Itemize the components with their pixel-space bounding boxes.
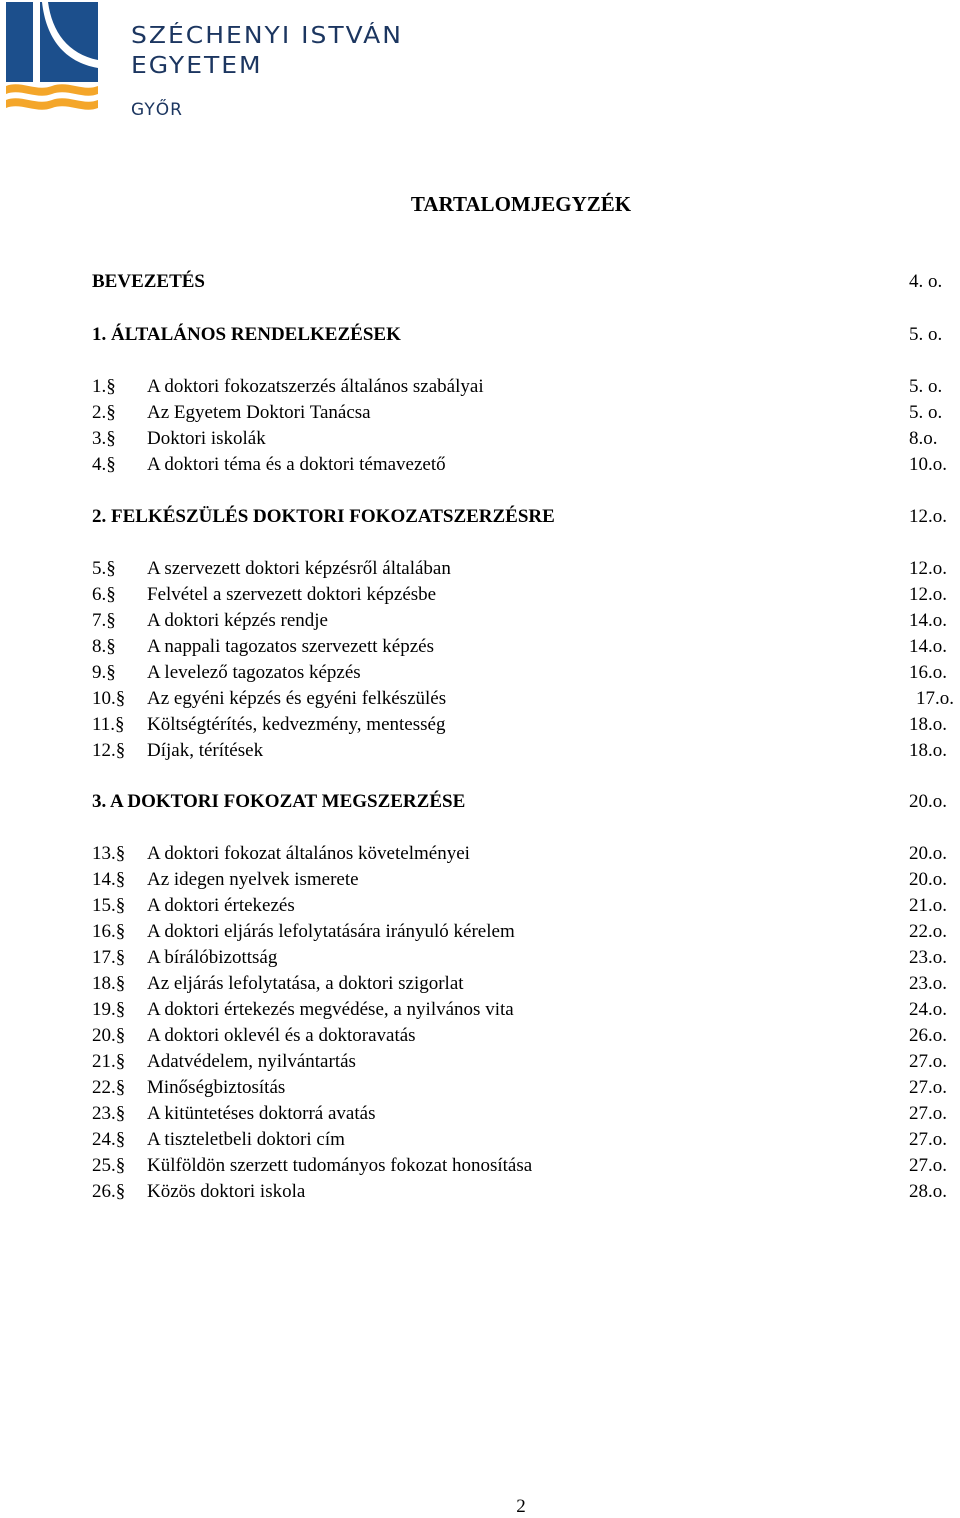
toc-item <box>92 714 446 736</box>
toc-item <box>92 558 451 580</box>
toc-item-label: A szervezett doktori képzésről általában <box>147 558 451 579</box>
toc-title: TARTALOMJEGYZÉK <box>410 192 632 216</box>
toc-item-page: 8.o. <box>909 428 938 449</box>
toc-item <box>92 688 447 710</box>
toc-item <box>92 895 295 917</box>
toc-item <box>92 1025 416 1047</box>
toc-item-page: 27.o. <box>909 1129 947 1150</box>
toc-item-page: 17.o. <box>916 688 954 709</box>
toc-item-page: 27.o. <box>909 1103 947 1124</box>
toc-item-page: 23.o. <box>909 947 947 968</box>
toc-item <box>92 1129 345 1151</box>
university-name <box>131 22 403 120</box>
toc-item <box>92 662 361 684</box>
toc-item-number: 8.§ <box>92 636 116 657</box>
toc-item-page: 5. o. <box>909 376 943 397</box>
university-name-line2: EGYETEM <box>131 52 263 79</box>
page-number: 2 <box>516 1496 526 1517</box>
toc-item-label: Díjak, térítések <box>147 740 264 761</box>
toc-item-number: 23.§ <box>92 1103 126 1124</box>
toc-item-number: 17.§ <box>92 947 126 968</box>
university-name-line1: SZÉCHENYI ISTVÁN <box>131 22 403 49</box>
toc-item <box>92 402 371 424</box>
toc-item-label: Költségtérítés, kedvezmény, mentesség <box>147 714 446 735</box>
toc-item <box>92 376 484 398</box>
toc-item <box>92 843 470 865</box>
toc-item-label: Minőségbiztosítás <box>147 1077 286 1098</box>
toc-item-page: 20.o. <box>909 869 947 890</box>
toc-item-label: Az eljárás lefolytatása, a doktori szigorlat <box>147 973 464 994</box>
toc-item-page: 22.o. <box>909 921 947 942</box>
toc-item-page: 10.o. <box>909 454 947 475</box>
toc-item-page: 18.o. <box>909 740 947 761</box>
toc-item-number: 14.§ <box>92 869 126 890</box>
toc-item-label: Felvétel a szervezett doktori képzésbe <box>147 584 437 605</box>
toc-item-number: 2.§ <box>92 402 116 423</box>
toc-item <box>92 1077 286 1099</box>
toc-item-label: A bírálóbizottság <box>147 947 278 968</box>
university-logo-mark <box>6 2 98 112</box>
toc-item-page: 16.o. <box>909 662 947 683</box>
toc-item-page: 20.o. <box>909 843 947 864</box>
toc-item <box>92 584 437 606</box>
toc-item-page: 12.o. <box>909 558 947 579</box>
toc-item-label: A doktori fokozat általános követelményei <box>147 843 470 864</box>
toc-item-page: 12.o. <box>909 584 947 605</box>
toc-item <box>92 947 278 969</box>
toc-item <box>92 610 328 632</box>
toc-item-label: A nappali tagozatos szervezett képzés <box>147 636 434 657</box>
toc-item-label: A doktori oklevél és a doktoravatás <box>147 1025 416 1046</box>
toc-item-page: 26.o. <box>909 1025 947 1046</box>
toc-item <box>92 869 359 891</box>
toc-item-number: 10.§ <box>92 688 126 709</box>
toc-item <box>92 921 515 943</box>
toc-item-page: 5. o. <box>909 402 943 423</box>
toc-item-number: 24.§ <box>92 1129 126 1150</box>
toc-item-number: 26.§ <box>92 1181 126 1202</box>
toc-item-label: A doktori értekezés megvédése, a nyilvános vita <box>147 999 514 1020</box>
toc-item <box>92 1181 306 1203</box>
toc-item-number: 22.§ <box>92 1077 126 1098</box>
toc-section-page: 12.o. <box>909 506 947 527</box>
toc-section-page: 20.o. <box>909 791 947 812</box>
toc-item-number: 1.§ <box>92 376 116 397</box>
toc-item <box>92 636 434 658</box>
toc-item-number: 9.§ <box>92 662 116 683</box>
toc-item-label: A kitüntetéses doktorrá avatás <box>147 1103 376 1124</box>
toc-item-label: Közös doktori iskola <box>147 1181 306 1202</box>
toc-item-number: 18.§ <box>92 973 126 994</box>
toc-item-label: A doktori képzés rendje <box>147 610 328 631</box>
toc-item-page: 14.o. <box>909 610 947 631</box>
toc-item-number: 25.§ <box>92 1155 126 1176</box>
toc-item-page: 24.o. <box>909 999 947 1020</box>
toc-item-number: 4.§ <box>92 454 116 475</box>
toc-item-label: Adatvédelem, nyilvántartás <box>147 1051 356 1072</box>
toc-item-number: 15.§ <box>92 895 126 916</box>
university-city: GYŐR <box>131 100 183 120</box>
toc-item-label: Az Egyetem Doktori Tanácsa <box>147 402 371 423</box>
toc-item-number: 19.§ <box>92 999 126 1020</box>
toc-item-number: 5.§ <box>92 558 116 579</box>
toc-item-page: 18.o. <box>909 714 947 735</box>
toc-section-heading: 3. A DOKTORI FOKOZAT MEGSZERZÉSE <box>92 791 466 812</box>
toc-item <box>92 1103 376 1125</box>
toc-item-number: 11.§ <box>92 714 125 735</box>
toc-item-label: A doktori fokozatszerzés általános szabályai <box>147 376 484 397</box>
toc-item-number: 16.§ <box>92 921 126 942</box>
toc-item-number: 20.§ <box>92 1025 126 1046</box>
toc-item-page: 14.o. <box>909 636 947 657</box>
toc-item-label: A doktori eljárás lefolytatására irányuló kérelem <box>147 921 515 942</box>
toc-item <box>92 454 446 476</box>
toc-item-number: 6.§ <box>92 584 116 605</box>
toc-item <box>92 973 464 995</box>
toc-item-page: 27.o. <box>909 1051 947 1072</box>
toc-section-heading: BEVEZETÉS <box>92 271 205 292</box>
toc-item-number: 3.§ <box>92 428 116 449</box>
toc-item-label: Külföldön szerzett tudományos fokozat honosítása <box>147 1155 533 1176</box>
toc-item-label: A doktori téma és a doktori témavezető <box>147 454 446 475</box>
toc-section-page: 4. o. <box>909 271 943 292</box>
toc-section-heading: 2. FELKÉSZÜLÉS DOKTORI FOKOZATSZERZÉSRE <box>92 506 555 527</box>
toc-item-page: 21.o. <box>909 895 947 916</box>
toc-section-heading: 1. ÁLTALÁNOS RENDELKEZÉSEK <box>92 324 401 345</box>
toc-item <box>92 428 266 450</box>
toc-item-label: A tiszteletbeli doktori cím <box>147 1129 345 1150</box>
toc-item-label: Az egyéni képzés és egyéni felkészülés <box>147 688 447 709</box>
toc-item-page: 27.o. <box>909 1077 947 1098</box>
toc-item <box>92 1051 356 1073</box>
toc-item-label: A levelező tagozatos képzés <box>147 662 361 683</box>
toc-item-page: 28.o. <box>909 1181 947 1202</box>
toc-item <box>92 1155 533 1177</box>
toc-item-label: Doktori iskolák <box>147 428 266 449</box>
toc-item <box>92 999 514 1021</box>
toc-item-number: 7.§ <box>92 610 116 631</box>
toc-item-page: 23.o. <box>909 973 947 994</box>
toc-item-number: 13.§ <box>92 843 126 864</box>
toc-item <box>92 740 264 762</box>
toc-item-label: Az idegen nyelvek ismerete <box>147 869 359 890</box>
toc-section-page: 5. o. <box>909 324 943 345</box>
toc-item-number: 21.§ <box>92 1051 126 1072</box>
toc-item-number: 12.§ <box>92 740 126 761</box>
toc-item-page: 27.o. <box>909 1155 947 1176</box>
toc-item-label: A doktori értekezés <box>147 895 295 916</box>
